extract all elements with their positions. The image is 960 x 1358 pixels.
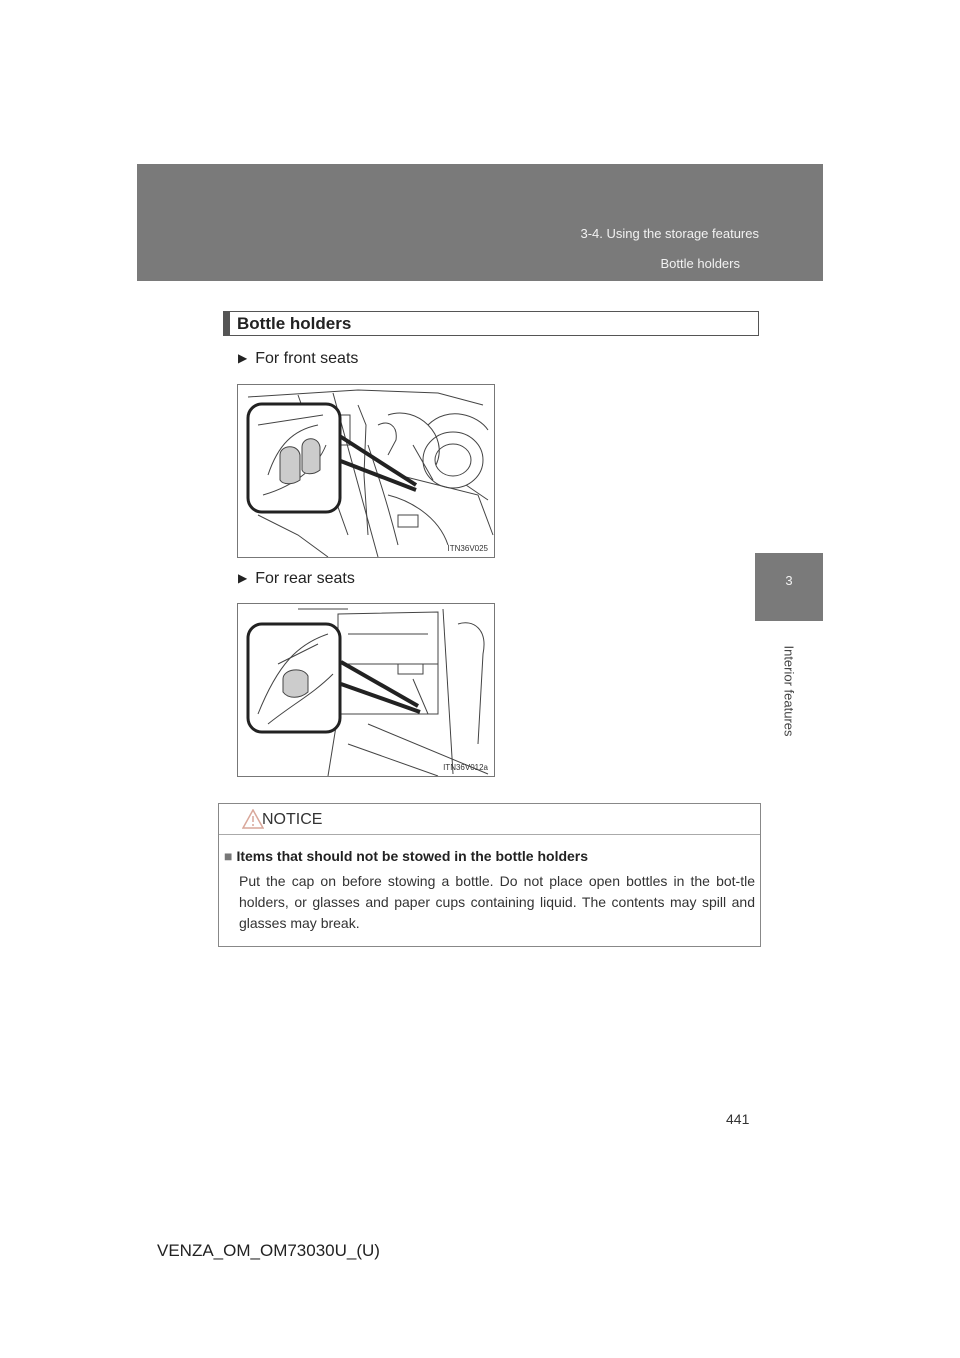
front-cabin-drawing	[238, 385, 494, 557]
item-rear-seats	[238, 570, 355, 588]
chapter-label-text: Interior features	[781, 645, 797, 737]
item-rear-seats-label: For rear seats	[255, 570, 355, 587]
triangle-bullet-icon: ▶	[238, 571, 248, 585]
triangle-bullet-icon: ▶	[238, 351, 248, 365]
page-number: 441	[726, 1111, 750, 1127]
front-figure-code: ITN36V025	[447, 544, 488, 553]
notice-item-title	[224, 848, 588, 864]
rear-cabin-drawing	[238, 604, 494, 776]
front-seats-illustration	[237, 384, 495, 558]
header-subsection-title: Bottle holders	[660, 256, 740, 271]
square-bullet-icon: ■	[224, 848, 233, 864]
item-front-seats-label: For front seats	[255, 350, 359, 367]
notice-body: Put the cap on before stowing a bottle. Do not place open bottles in the bot-tle holders, or glasses and paper cups containing liquid. The contents may spill and glasses may break.	[239, 873, 755, 931]
notice-box	[218, 803, 761, 947]
warning-triangle-icon	[242, 809, 264, 829]
chapter-number: 3	[785, 573, 793, 588]
chapter-tab	[755, 553, 823, 621]
notice-heading: NOTICE	[262, 811, 323, 828]
header-section-title: 3-4. Using the storage features	[580, 226, 759, 241]
chapter-label	[755, 621, 823, 761]
section-heading-accent	[224, 312, 230, 335]
section-heading	[223, 311, 759, 336]
notice-item-title-text: Items that should not be stowed in the bottle holders	[236, 848, 589, 864]
section-heading-title: Bottle holders	[237, 314, 352, 333]
rear-figure-code: ITN36V012a	[443, 763, 488, 772]
document-code: VENZA_OM_OM73030U_(U)	[157, 1241, 380, 1260]
header-band	[137, 164, 823, 281]
rear-seats-illustration	[237, 603, 495, 777]
notice-header	[219, 804, 760, 835]
item-front-seats	[238, 350, 358, 368]
